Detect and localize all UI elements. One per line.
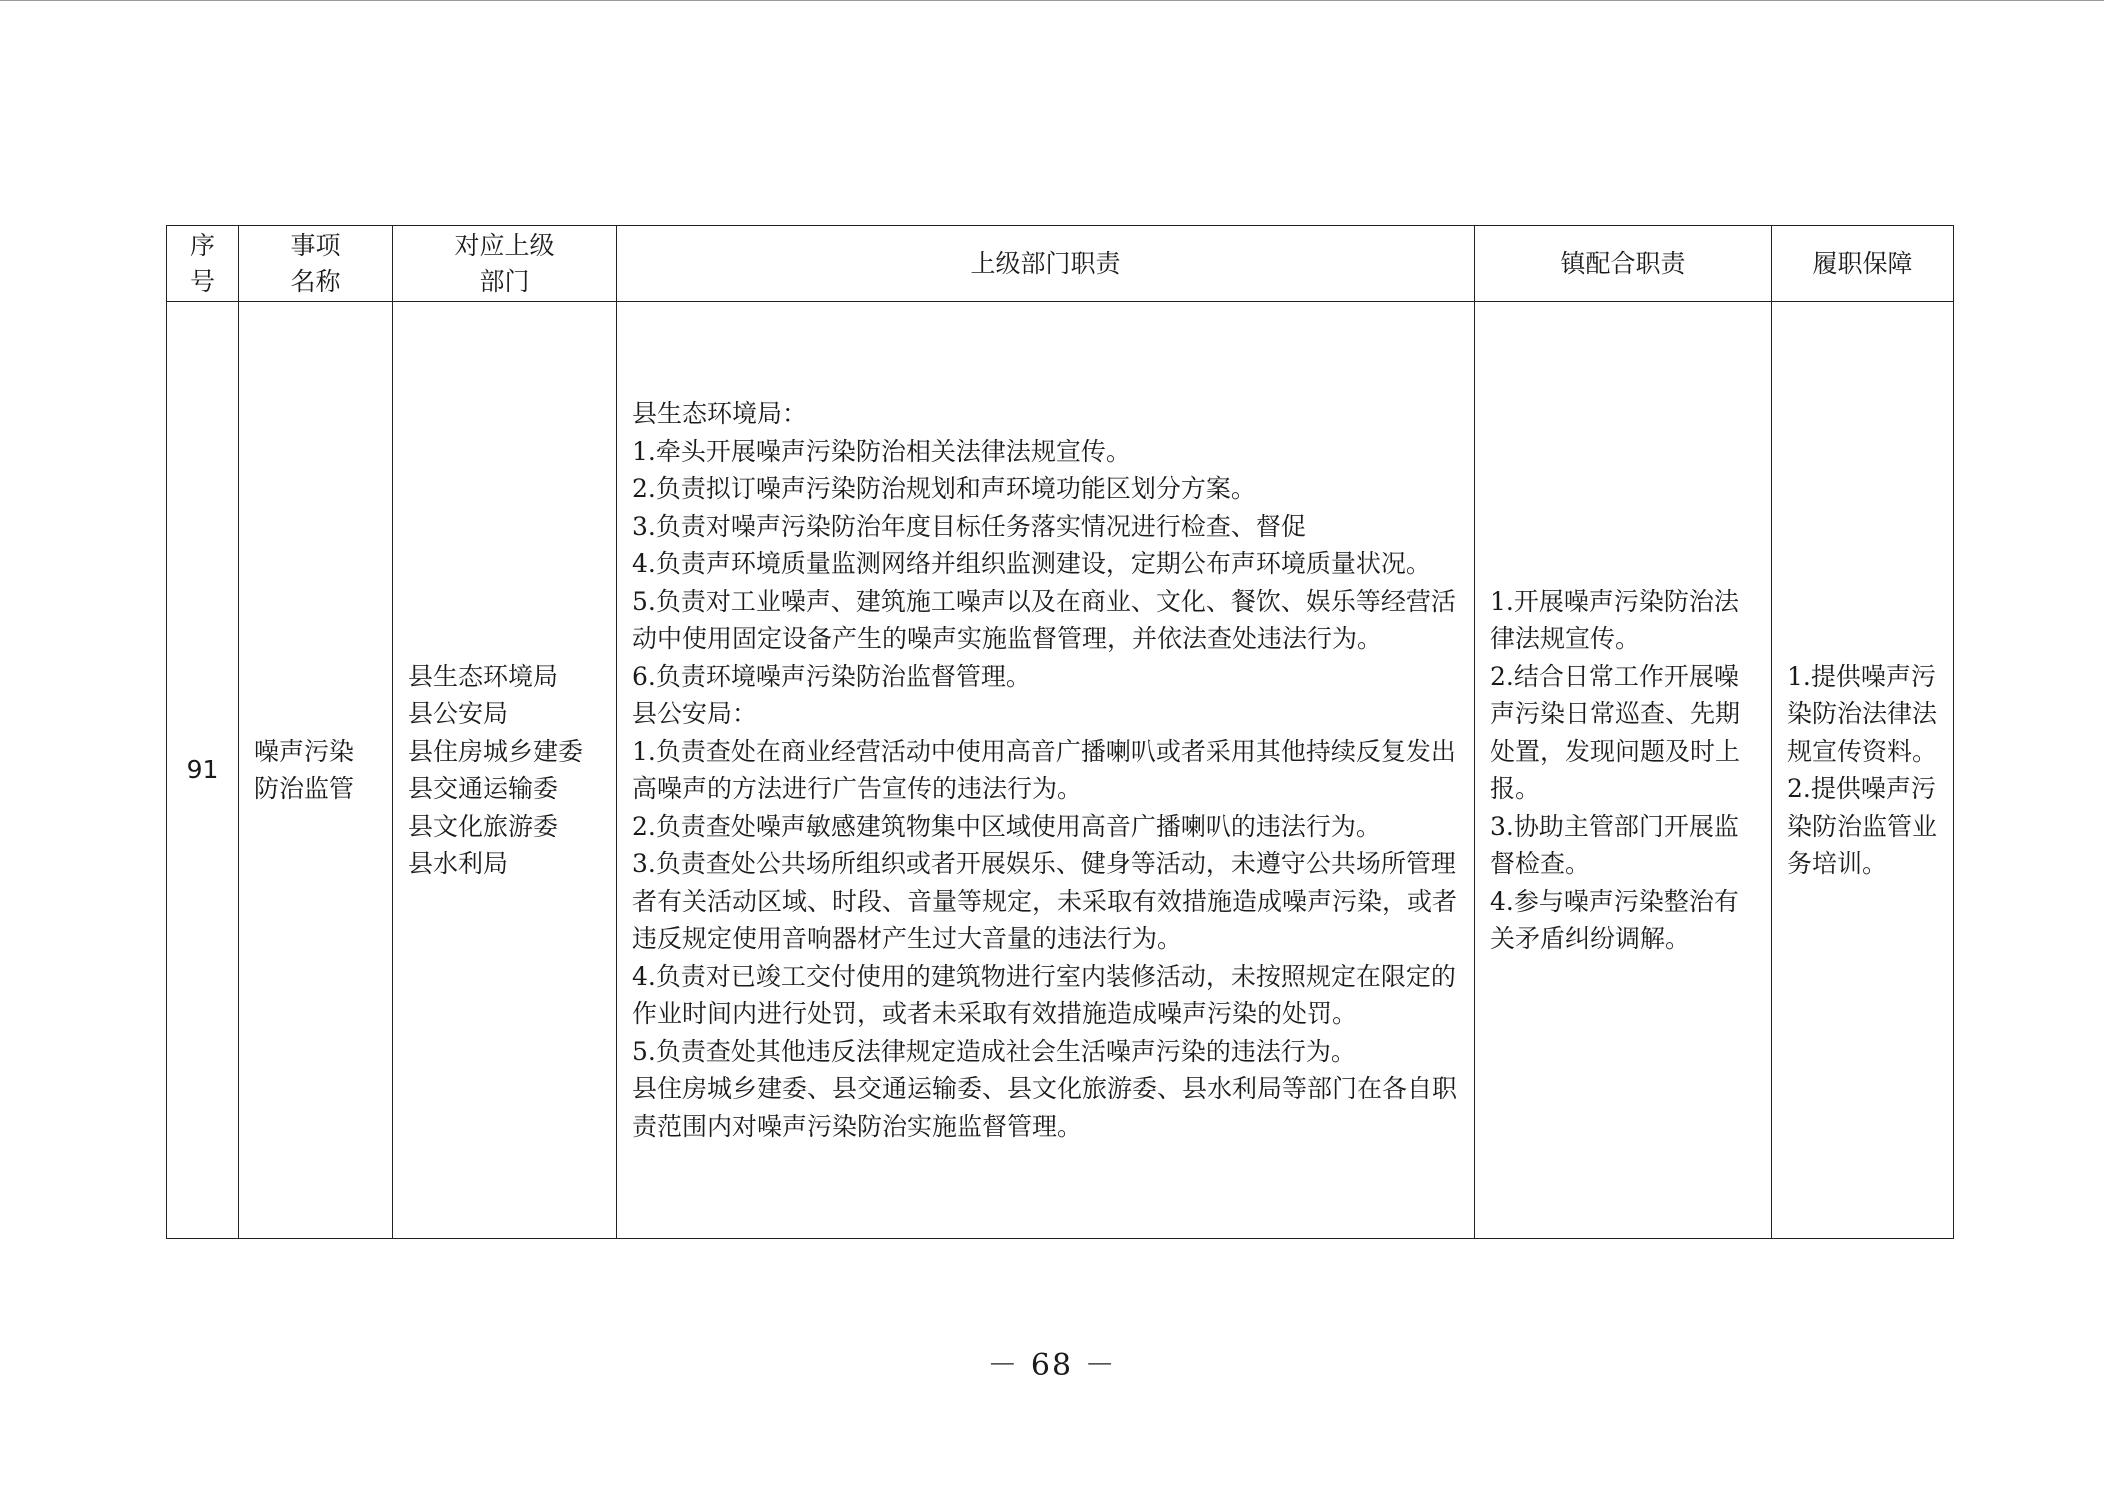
upper-dept-item: 县文化旅游委: [408, 811, 559, 841]
header-guarantee: 履职保障: [1772, 226, 1954, 302]
upper-duty-item: 2.负责拟订噪声污染防治规划和声环境功能区划分方案。: [632, 474, 1256, 503]
upper-duty-item: 5.负责对工业噪声、建筑施工噪声以及在商业、文化、餐饮、娱乐等经营活动中使用固定设备产生的噪声实施监督管理，并依法查处违法行为。: [632, 586, 1456, 653]
top-border-line: [0, 0, 2104, 1]
header-item-name-line-1: 事项: [290, 230, 341, 260]
table-row: [167, 302, 1954, 1239]
header-town-duties: 镇配合职责: [1475, 226, 1772, 302]
row-item-name: [239, 302, 393, 1239]
header-item-name-line-2: 名称: [290, 266, 341, 296]
town-duty-item: 4.参与噪声污染整治有关矛盾纠纷调解。: [1490, 886, 1739, 953]
duty-table: [166, 225, 1954, 1239]
upper-duty-item: 县住房城乡建委、县交通运输委、县文化旅游委、县水利局等部门在各自职责范围内对噪声污染防治实施监督管理。: [632, 1074, 1458, 1141]
upper-dept-item: 县住房城乡建委: [408, 736, 584, 766]
row-town-duties: [1475, 302, 1772, 1239]
upper-duty-item: 3.负责对噪声污染防治年度目标任务落实情况进行检查、督促: [632, 511, 1306, 541]
upper-duty-item: 县生态环境局：: [632, 399, 808, 428]
row-item-name-line-1: 噪声污染: [254, 736, 355, 766]
upper-dept-item: 县公安局: [408, 699, 509, 728]
upper-duty-item: 5.负责查处其他违反法律规定造成社会生活噪声污染的违法行为。: [632, 1036, 1356, 1066]
upper-dept-item: 县交通运输委: [408, 774, 559, 803]
table-header-row: [167, 226, 1954, 302]
header-upper-duties: 上级部门职责: [617, 226, 1475, 302]
header-upper-dept-line-2: 部门: [479, 266, 530, 296]
row-seq: 91: [167, 302, 239, 1239]
page-number: － 68 －: [987, 1348, 1117, 1383]
header-upper-dept-line-1: 对应上级: [454, 230, 555, 260]
guarantee-item: 1.提供噪声污染防治法律法规宣传资料。: [1787, 661, 1938, 766]
row-upper-duties: [617, 302, 1475, 1239]
upper-duty-item: 1.负责查处在商业经营活动中使用高音广播喇叭或者采用其他持续反复发出高噪声的方法进行广告宣传的违法行为。: [632, 736, 1456, 803]
upper-duty-item: 2.负责查处噪声敏感建筑物集中区域使用高音广播喇叭的违法行为。: [632, 811, 1381, 841]
upper-dept-item: 县生态环境局: [408, 661, 559, 691]
upper-duty-item: 1.牵头开展噪声污染防治相关法律法规宣传。: [632, 436, 1131, 466]
row-upper-depts: [393, 302, 617, 1239]
upper-duty-item: 县公安局：: [632, 699, 758, 728]
row-guarantee: [1772, 302, 1954, 1239]
upper-dept-item: 县水利局: [408, 849, 509, 878]
upper-duty-item: 3.负责查处公共场所组织或者开展娱乐、健身等活动，未遵守公共场所管理者有关活动区域、时段、音量等规定，未采取有效措施造成噪声污染，或者违反规定使用音响器材产生过大音量的违法行为。: [632, 849, 1458, 953]
town-duty-item: 2.结合日常工作开展噪声污染日常巡查、先期处置，发现问题及时上报。: [1490, 661, 1741, 803]
upper-duty-item: 4.负责对已竣工交付使用的建筑物进行室内装修活动，未按照规定在限定的作业时间内进行处罚，或者未采取有效措施造成噪声污染的处罚。: [632, 961, 1456, 1028]
upper-duty-item: 6.负责环境噪声污染防治监督管理。: [632, 661, 1031, 691]
header-seq: [167, 226, 239, 302]
guarantee-item: 2.提供噪声污染防治监管业务培训。: [1787, 774, 1938, 878]
town-duty-item: 3.协助主管部门开展监督检查。: [1490, 811, 1739, 878]
upper-duty-item: 4.负责声环境质量监测网络并组织监测建设，定期公布声环境质量状况。: [632, 549, 1431, 578]
header-seq-line-2: 号: [189, 266, 215, 296]
header-upper-dept: [393, 226, 617, 302]
header-item-name: [239, 226, 393, 302]
row-item-name-line-2: 防治监管: [254, 774, 355, 803]
header-seq-line-1: 序: [189, 230, 215, 260]
town-duty-item: 1.开展噪声污染防治法律法规宣传。: [1490, 586, 1739, 653]
